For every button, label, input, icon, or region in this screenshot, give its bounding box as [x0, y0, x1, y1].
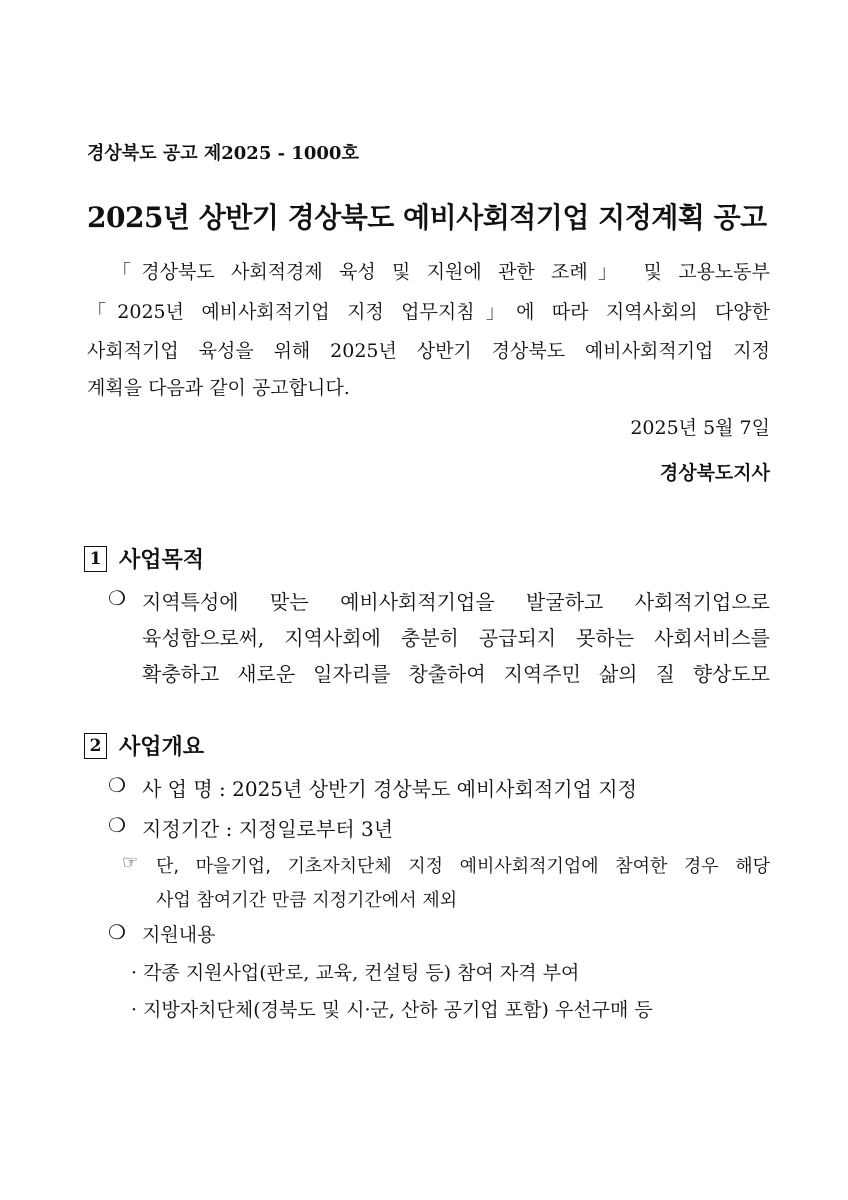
pointing-hand-icon: ☞: [122, 852, 139, 873]
paragraph-line: 확충하고 새로운 일자리를 창출하여 지역주민 삶의 질 향상도모: [142, 662, 770, 686]
notice-number: 경상북도 공고 제2025 - 1000호: [87, 143, 359, 164]
support-line: · 각종 지원사업(판로, 교육, 컨설팅 등) 참여 자격 부여: [131, 962, 580, 984]
paragraph-line: 육성함으로써, 지역사회에 충분히 공급되지 못하는 사회서비스를: [142, 626, 770, 650]
overview-item-support: 지원내용: [142, 924, 216, 946]
circle-bullet-icon: ❍: [108, 920, 126, 944]
section-heading: [84, 543, 204, 574]
section-number-box: 2: [84, 733, 107, 759]
intro-line: 「2025년 예비사회적기업 지정 업무지침」에 따라 지역사회의 다양한: [87, 301, 770, 323]
intro-line: 계획을 다음과 같이 공고합니다.: [87, 377, 350, 399]
note-line: 단, 마을기업, 기초자치단체 지정 예비사회적기업에 참여한 경우 해당: [156, 856, 770, 877]
overview-item-name: 사 업 명 : 2025년 상반기 경상북도 예비사회적기업 지정: [142, 777, 637, 801]
section-number-box: 1: [84, 546, 107, 572]
notice-date: 2025년 5월 7일: [630, 417, 770, 439]
paragraph-line: 지역특성에 맞는 예비사회적기업을 발굴하고 사회적기업으로: [142, 590, 770, 614]
signer: 경상북도지사: [659, 462, 770, 484]
section-title: 사업개요: [119, 734, 205, 760]
overview-item-period: 지정기간 : 지정일로부터 3년: [142, 817, 394, 841]
intro-line: 사회적기업 육성을 위해 2025년 상반기 경상북도 예비사회적기업 지정: [87, 340, 770, 362]
section-heading: [84, 730, 204, 761]
note-line: 사업 참여기간 만큼 지정기간에서 제외: [156, 890, 458, 911]
circle-bullet-icon: ❍: [108, 773, 126, 797]
support-line: · 지방자치단체(경북도 및 시·군, 산하 공기업 포함) 우선구매 등: [131, 999, 653, 1021]
circle-bullet-icon: ❍: [108, 813, 126, 837]
intro-line: 「경상북도 사회적경제 육성 및 지원에 관한 조례」 및 고용노동부: [112, 261, 770, 283]
document-title: 2025년 상반기 경상북도 예비사회적기업 지정계획 공고: [87, 201, 767, 234]
circle-bullet-icon: ❍: [108, 586, 126, 610]
section-title: 사업목적: [119, 547, 205, 573]
